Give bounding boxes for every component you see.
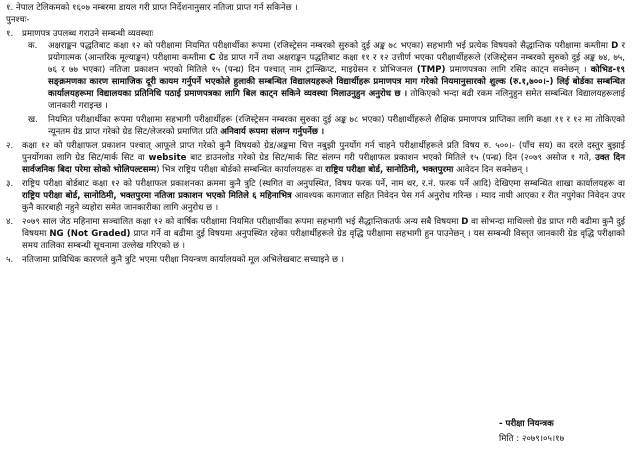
text-run: प्रमाणपत्रका लागि रसिद काट्न सक्नेछन् । <box>445 65 591 75</box>
notice-item-3 <box>6 178 625 214</box>
intro-text: १. नेपाल टेलिकमको १६०७ नम्बरमा डायल गरी प्राप्त निर्देशनानुसार नतिजा प्राप्त गर्न सकिनेछ । <box>6 3 298 13</box>
emphasis-text: website <box>148 153 187 163</box>
sub-item-text <box>48 114 625 138</box>
emphasis-text: राष्ट्रिय परीक्षा बोर्ड, सानोठिमी, भक्तपुरमा <box>325 165 454 175</box>
notice-item-1 <box>6 28 625 40</box>
sub-item-number: क. <box>28 41 38 51</box>
item-number: २. <box>6 141 14 151</box>
item-number: ३. <box>6 179 14 189</box>
text-run: नतिजामा प्राविधिक कारणले कुनै त्रुटि भएमा परीक्षा नियन्त्रण कार्यालयको मूल अभिलेखबाट सच्याइने छ । <box>22 255 345 265</box>
emphasis-text: अनिवार्य रूपमा संलग्न गर्नुपर्नेछ । <box>220 127 325 137</box>
signature-label: - परीक्षा नियन्त्रक <box>499 419 554 429</box>
emphasis-text: उक्त दिन सार्वजनिक बिदा परेमा सोको भोलिपल्टसम्म <box>22 153 626 175</box>
item-text <box>22 140 625 176</box>
sub-item-ka <box>28 40 625 112</box>
text-run: आवश्यक कागजात सहित निवेदन पेस गर्न अनुरोध गरिन्छ । म्याद नाघी आएका र रीत नपुगेका निवेदन उपर कुनै कारबाही नहुने व्यहोरा समेत जानकारीका लागि अनुरोध छ । <box>22 191 625 213</box>
text-run: र प्रयोगात्मक (आन्तरिक मूल्याङ्कन) परीक्षामा कम्तीमा <box>48 41 626 63</box>
text-run: कक्षा १२ को परीक्षाफल प्रकाशन पश्चात् आफूले प्राप्त गरेको कुनै विषयको ग्रेड/अङ्कमा चित्त नबुझी पुनर्योग गर्न चाहने परीक्षार्थीहरूले प्रति विषय रु. ५००।- (पाँच सय) का दरले दस्तुर बुझाई पुनर्योगका लागि ग्रेड सिट/मार्क सिट वा <box>22 141 625 163</box>
text-run: तोकिएको भन्दा बढी रकम नलिनुहुन समेत सम्बन्धित विद्यालयहरूलाई जानकारी गराइन्छ । <box>48 89 625 111</box>
notice-item-5 <box>6 254 625 266</box>
item-text <box>22 216 625 252</box>
text-run: आवेदन दिन सक्नेछन् । <box>453 165 529 175</box>
sub-item-text <box>48 40 625 112</box>
text-run: नियमित परीक्षार्थीका रूपमा परीक्षामा सहभागी परीक्षार्थीहरू (रजिस्ट्रेसन नम्बरका सुरुका दुई अङ्क ७८ भएका) परीक्षार्थीहरूले शैक्षिक प्रमाणपत्र प्राप्तिका लागि कक्षा ११ र १२ मा तोकिएको न्यूनतम ग्रेड प्राप्त गरेको ग्रेड सिट/लेजरको प्रमाणित प्रति <box>48 115 625 137</box>
item-number: ५. <box>6 255 14 265</box>
text-run: बाट डाउनलोड गरेको ग्रेड सिट/मार्क सिट संलग्न गरी परीक्षाफल प्रकाशन भएको मितिले १५ (पन्ध्र) दिन (२०७९ असोज १ गते, <box>186 153 596 163</box>
text-run: प्राप्त गर्ने वा बढीमा दुई विषयमा अनुपस्थित रहेका परीक्षार्थीहरूले ग्रेड वृद्धि परीक्षामा सहभागी हुन पाउनेछन् । यस सम्बन्धी विस्तृत जानकारी ग्रेड वृद्धि परीक्षाको समय तालिका सम्बन्धी सूचनामा उल्लेख गरिएको छ । <box>22 229 625 251</box>
item-text <box>22 178 625 214</box>
sub-item-number: ख. <box>28 115 38 125</box>
punashcha-label: पुनश्चः- <box>6 15 30 25</box>
text-run: २०७९ साल जेठ महिनामा सञ्चालित कक्षा १२ को वार्षिक परीक्षामा नियमित परीक्षार्थीका रूपमा सहभागी भई सैद्धान्तिकतर्फ अन्य सबै विषयमा <box>22 217 462 227</box>
text-run: राष्ट्रिय परीक्षा बोर्डबाट कक्षा १२ को परीक्षाफल प्रकाशनका क्रममा कुनै त्रुटि (स्थगित वा अनुपस्थित, विषय फरक पर्ने, नाम थर, र.नं. फरक पर्ने आदि) देखिएमा सम्बन्धित शाखा कार्यालयहरू वा <box>22 179 625 189</box>
issue-date: मिति : २०७९।०५।१७ <box>499 434 565 444</box>
text-run: ग्रेड प्राप्त गर्ने तथा अक्षराङ्कन पद्धतिबाट कक्षा ११ र १२ उत्तीर्ण भएका परीक्षार्थीहरूले (रजिस्ट्रेसन नम्बरको सुरुको दुई अङ्क ७४, ७५, ७६ र ७७ भएका) नतिजा प्रकाशन भएको मितिले १५ (पन्ध्र) दिन पश्चात् नाम ट्रान्स्क्रिप्ट, माइग्रेसन र प्रोभिजनल <box>48 53 625 75</box>
emphasis-text: C <box>209 53 216 63</box>
text-run: ) भित्र राष्ट्रिय परीक्षा बोर्डको सम्बन्धित कार्यालयहरू वा <box>156 165 326 175</box>
item-number: ४. <box>6 217 14 227</box>
item-heading: प्रमाणपत्र उपलब्ध गराउने सम्बन्धी व्यवस्थाः <box>22 29 154 39</box>
emphasis-text: (TMP) <box>416 65 446 75</box>
emphasis-text: D <box>461 217 469 227</box>
item-number: १. <box>6 29 14 39</box>
emphasis-text: D <box>611 41 619 51</box>
text-run: अक्षराङ्कन पद्धतिबाट कक्षा १२ को परीक्षामा नियमित परीक्षार्थीका रूपमा (रजिस्ट्रेसन नम्बरको सुरुको दुई अङ्क ७८ भएका) सहभागी भई प्रत्येक विषयको सैद्धान्तिक परीक्षामा कम्तीमा <box>48 41 612 51</box>
notice-item-4 <box>6 216 625 252</box>
emphasis-text: NG (Not Graded) <box>49 229 131 239</box>
item-text <box>22 254 625 266</box>
text-run: वा सोभन्दा माथिल्लो ग्रेड प्राप्त गरी बढीमा कुनै दुई विषयमा <box>22 217 625 239</box>
emphasis-text: राष्ट्रिय परीक्षा बोर्ड, सानोठिमी, भक्तपुरमा नतिजा प्रकाशन भएको मितिले ६ महिनाभित्र <box>22 191 292 201</box>
emphasis-text: कोभिड-१९ सङ्क्रमणका कारण सामाजिक दूरी कायम गर्नुपर्ने भएकोले हुलाकी सम्बन्धित विद्यालयहरूले विद्यार्थीहरू प्रमाणपत्र माग गरेको नियमानुसारको शुल्क (रु.१,७००।-) लिई बोर्डका सम्बन्धित कार्यालयहरूमा विद्यालयका प्रतिनिधि पठाई प्रमाणपत्रका लागि बिल काट्न सकिने व्यवस्था मिलाउनुहुन अनुरोध छ । <box>48 65 625 99</box>
sub-item-kha <box>28 114 625 138</box>
notice-item-2 <box>6 140 625 176</box>
